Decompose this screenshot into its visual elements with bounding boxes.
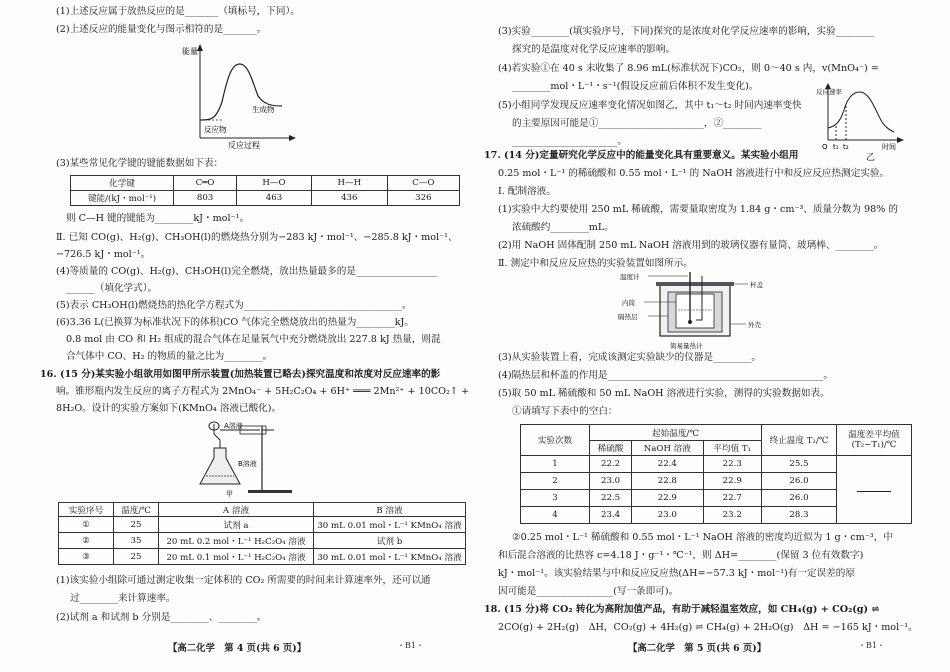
calorimeter-insulation-label: 隔热层 xyxy=(618,313,638,321)
bond-value: 326 xyxy=(387,191,459,206)
exp-cell: ② xyxy=(59,533,114,549)
q17-part5-2c: kJ・mol⁻¹。该实验结果与中和反应反应热(ΔH=−57.3 kJ・mol⁻¹)有一定误差的原 xyxy=(498,568,855,579)
q16-equation: 响。锥形瓶内发生反应的离子方程式为 2MnO₄⁻ + 5H₂C₂O₄ + 6H⁺ ═══ 2Mn²⁺ + 10CO₂↑ + xyxy=(56,386,470,397)
data-cell: 1 xyxy=(521,456,590,473)
data-cell: 22.9 xyxy=(703,473,762,490)
q17-intro: 0.25 mol・L⁻¹ 的稀硫酸和 0.55 mol・L⁻¹ 的 NaOH 溶液进行中和反应反应热测定实验。 xyxy=(498,168,890,179)
energy-diagram xyxy=(180,40,300,150)
q17-part5-2: ②0.25 mol・L⁻¹ 稀硫酸和 0.55 mol・L⁻¹ NaOH 溶液的密度均近似为 1 g・cm⁻³，中 xyxy=(512,532,893,543)
data-cell: 28.3 xyxy=(762,507,837,524)
apparatus-diagram xyxy=(190,418,300,498)
data-cell: 23.0 xyxy=(632,507,703,524)
exp-cell: ① xyxy=(59,517,114,533)
exp-header: 温度/℃ xyxy=(114,503,159,517)
bond-header: C═O xyxy=(174,176,237,191)
exp-cell: ③ xyxy=(59,549,114,565)
data-cell: 22.7 xyxy=(703,490,762,507)
q17-part5-fill: ①请填写下表中的空白： xyxy=(512,406,618,417)
q15-part3: (3)某些常见化学键的键能数据如下表： xyxy=(56,158,224,169)
q18-title: 18. (15 分)将 CO₂ 转化为高附加值产品，有助于减轻温室效应，如 CH₄(g) + CO₂(g) ⇌ xyxy=(484,604,880,615)
bond-value: 463 xyxy=(237,191,312,206)
rate-t1: t₁ xyxy=(833,143,839,151)
q16-part3-b: 探究的是温度对化学反应速率的影响。 xyxy=(512,44,676,55)
apparatus-label-a: A溶液 xyxy=(224,422,243,430)
data-cell: 26.0 xyxy=(762,490,837,507)
footer-mark-right: ・B1・ xyxy=(858,641,885,650)
q15-part4-b: ______（填化学式）。 xyxy=(66,283,158,294)
calorimeter-diagram xyxy=(618,272,778,350)
q15-II-line2: −726.5 kJ・mol⁻¹。 xyxy=(56,249,151,260)
exp-cell: 30 mL 0.01 mol・L⁻¹ KMnO₄ 溶液 xyxy=(314,517,466,533)
q16-part5: (5)小组同学发现反应速率变化情况如图乙，其中 t₁～t₂ 时间内速率变快 xyxy=(498,100,802,111)
right-page xyxy=(478,0,950,672)
energy-x-label: 反应过程 xyxy=(228,141,260,150)
temperature-data-table xyxy=(520,424,912,524)
q15-part2: (2)上述反应的能量变化与图示相符的是_______。 xyxy=(56,24,267,35)
apparatus-caption: 甲 xyxy=(226,490,233,498)
data-cell: 3 xyxy=(521,490,590,507)
q16-title: 16. (15 分)某实验小组欲用如图甲所示装置(加热装置已略去)探究温度和浓度对反应速率的影 xyxy=(40,369,441,380)
data-header-h2so4: 稀硫酸 xyxy=(590,441,632,456)
rate-origin: O xyxy=(822,143,828,151)
exp-header: B 溶液 xyxy=(314,503,466,517)
exp-cell: 试剂 b xyxy=(314,533,466,549)
page-footer-right: 【高二化学 第 5 页(共 6 页)】 xyxy=(628,643,767,654)
energy-reactant-label: 反应物 xyxy=(204,125,227,134)
data-cell: 22.8 xyxy=(632,473,703,490)
q15-part6-b: 0.8 mol 由 CO 和 H₂ 组成的混合气体在足量氧气中充分燃烧放出 227.8 kJ 热量，则混 xyxy=(66,334,441,345)
exp-cell: 20 mL 0.2 mol・L⁻¹ H₂C₂O₄ 溶液 xyxy=(159,533,314,549)
bond-header: H—O xyxy=(237,176,312,191)
q17-part2: (2)用 NaOH 固体配制 250 mL NaOH 溶液用到的玻璃仪器有量筒、玻璃棒、________。 xyxy=(498,240,884,251)
q17-part1-b: 浓硫酸约________mL。 xyxy=(512,222,614,233)
data-cell: 4 xyxy=(521,507,590,524)
bond-header: H—H xyxy=(311,176,387,191)
data-cell: 26.0 xyxy=(762,473,837,490)
q17-part5: (5)取 50 mL 稀硫酸和 50 mL NaOH 溶液进行实验，测得的实验数据如表。 xyxy=(498,388,830,399)
q15-II-line1: Ⅱ. 已知 CO(g)、H₂(g)、CH₃OH(l)的燃烧热分别为−283 kJ・mol⁻¹、−285.8 kJ・mol⁻¹、 xyxy=(56,232,458,243)
exp-cell: 试剂 a xyxy=(159,517,314,533)
data-cell: 23.0 xyxy=(590,473,632,490)
q15-ch-bond: 则 C—H 键的键能为________kJ・mol⁻¹。 xyxy=(66,213,250,224)
conical-flask xyxy=(200,448,240,484)
calorimeter-lid-label: 杯盖 xyxy=(750,281,763,289)
data-header-trial: 实验次数 xyxy=(521,425,590,456)
rate-graph-caption: 乙 xyxy=(866,153,876,163)
data-header-avg: 平均值 T₁ xyxy=(703,441,762,456)
bond-header: 化学键 xyxy=(71,176,174,191)
q15-part6: (6)3.36 L(已换算为标准状况下的体积)CO 气体完全燃烧放出的热量为________kJ。 xyxy=(56,317,414,328)
q16-part2: (2)试剂 a 和试剂 b 分别是________、________。 xyxy=(56,612,267,623)
q15-part5: (5)表示 CH₃OH(l)燃烧热的热化学方程式为_________________________________。 xyxy=(56,300,412,311)
q16-part3: (3)实验________(填实验序号，下同)探究的是浓度对化学反应速率的影响，实验________ xyxy=(498,26,875,37)
q17-part4: (4)隔热层和杯盖的作用是_____________________________________________。 xyxy=(498,370,833,381)
q17-part3: (3)从实验装置上看，完成该测定实验缺少的仪器是________。 xyxy=(498,352,762,363)
q16-design: 8H₂O。设计的实验方案如下(KMnO₄ 溶液已酸化)。 xyxy=(56,403,282,414)
q17-section1: Ⅰ. 配制溶液。 xyxy=(498,186,556,197)
bond-header: C—O xyxy=(387,176,459,191)
q16-part5-b: 的主要原因可能是①______________________，②________ xyxy=(512,118,762,129)
data-cell: 22.9 xyxy=(632,490,703,507)
calorimeter-thermometer-label: 温度计 xyxy=(620,273,640,281)
q18-equations: 2CO(g) + 2H₂(g) ΔH，CO₂(g) + 4H₂(g) ⇌ CH₄(g) + 2H₂O(g) ΔH = −165 kJ・mol⁻¹。 xyxy=(498,622,918,633)
rate-curve xyxy=(828,92,894,132)
data-diff-blank xyxy=(837,456,912,524)
q15-part4: (4)等质量的 CO(g)、H₂(g)、CH₃OH(l)完全燃烧，放出热量最多的是_________________ xyxy=(56,266,438,277)
cup-lid xyxy=(656,282,734,286)
data-cell: 23.4 xyxy=(590,507,632,524)
q15-part1: (1)上述反应属于放热反应的是_______（填标号，下同）。 xyxy=(56,6,300,17)
footer-mark-left: ・B1・ xyxy=(397,641,424,650)
bond-energy-table xyxy=(70,175,460,206)
exp-header: A 溶液 xyxy=(159,503,314,517)
exp-cell: 30 mL 0.01 mol・L⁻¹ KMnO₄ 溶液 xyxy=(314,549,466,565)
rate-y-label: 反应速率 xyxy=(816,88,842,96)
q16-part4-b: ________mol・L⁻¹・s⁻¹(假设反应前后体积不发生变化)。 xyxy=(512,81,759,92)
rate-x-label: 时间 xyxy=(882,143,896,151)
q15-part6-c: 合气体中 CO、H₂ 的物质的量之比为________。 xyxy=(66,351,273,362)
bond-value: 803 xyxy=(174,191,237,206)
bond-row-label: 键能/(kJ・mol⁻¹) xyxy=(71,191,174,206)
data-cell: 22.3 xyxy=(703,456,762,473)
data-cell: 22.2 xyxy=(590,456,632,473)
q16-part5-c: ______________________。 xyxy=(512,136,628,147)
apparatus-label-b: B溶液 xyxy=(238,460,257,468)
data-cell: 23.2 xyxy=(703,507,762,524)
data-header-final: 终止温度 T₂/℃ xyxy=(762,425,837,456)
energy-y-label: 能量 xyxy=(182,47,198,56)
q16-part1: (1)该实验小组除可通过测定收集一定体积的 CO₂ 所需要的时间来计算速率外，还可以通 xyxy=(56,575,431,586)
rate-graph xyxy=(816,82,906,152)
q17-part1: (1)实验中大约要使用 250 mL 稀硫酸，需要量取密度为 1.84 g・cm⁻³、质量分数为 98% 的 xyxy=(498,204,898,215)
bond-value: 436 xyxy=(311,191,387,206)
calorimeter-inner-label: 内筒 xyxy=(622,299,635,307)
exp-cell: 25 xyxy=(114,549,159,565)
exp-header: 实验序号 xyxy=(59,503,114,517)
experiment-table xyxy=(58,502,466,565)
q17-section2: Ⅱ. 测定中和反应反应热的实验装置如图所示。 xyxy=(498,258,693,269)
exp-cell: 35 xyxy=(114,533,159,549)
energy-product-label: 生成物 xyxy=(252,105,275,114)
exp-cell: 25 xyxy=(114,517,159,533)
inner-cup xyxy=(676,294,714,328)
calorimeter-caption: 简易量热计 xyxy=(670,342,703,350)
data-cell: 25.5 xyxy=(762,456,837,473)
calorimeter-outer-label: 外壳 xyxy=(748,321,761,329)
q17-title: 17. (14 分)定量研究化学反应中的能量变化具有重要意义。某实验小组用 xyxy=(484,150,799,161)
q17-part5-2b: 和后混合溶液的比热容 c=4.18 J・g⁻¹・℃⁻¹，则 ΔH=________(保留 3 位有效数字) xyxy=(498,550,864,561)
q17-part5-2d: 因可能是________________(写一条即可)。 xyxy=(498,586,679,597)
q16-part1-b: 过________来计算速率。 xyxy=(70,593,176,604)
data-header-naoh: NaOH 溶液 xyxy=(632,441,703,456)
data-cell: 22.5 xyxy=(590,490,632,507)
exp-cell: 20 mL 0.1 mol・L⁻¹ H₂C₂O₄ 溶液 xyxy=(159,549,314,565)
data-header-start: 起始温度/℃ xyxy=(590,425,762,441)
data-cell: 2 xyxy=(521,473,590,490)
data-cell: 22.4 xyxy=(632,456,703,473)
page-footer-left: 【高二化学 第 4 页(共 6 页)】 xyxy=(168,643,307,654)
rate-t2: t₂ xyxy=(843,143,849,151)
data-header-diff: 温度差平均值(T₂−T₁)/℃ xyxy=(837,425,912,456)
q16-part4: (4)若实验①在 40 s 末收集了 8.96 mL(标准状况下)CO₂，则 0～40 s 内，v(MnO₄⁻) = xyxy=(498,63,879,74)
